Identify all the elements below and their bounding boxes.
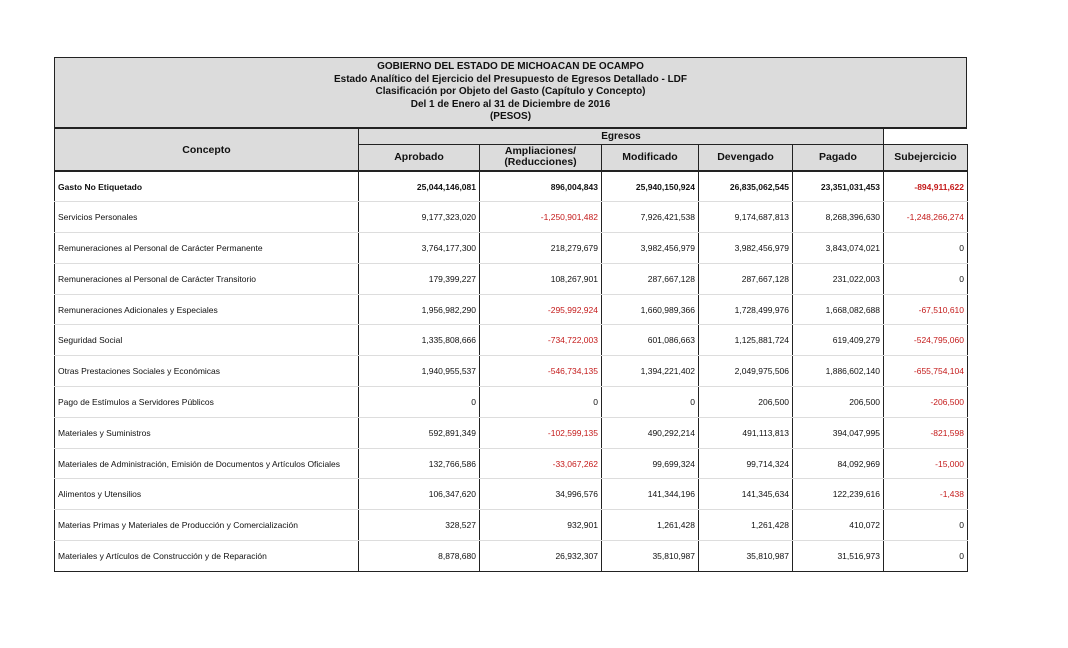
cell-subejercicio: 0 [884, 541, 968, 572]
cell-aprobado: 1,335,808,666 [359, 325, 480, 356]
cell-devengado: 206,500 [699, 387, 793, 418]
cell-subejercicio: -15,000 [884, 448, 968, 479]
cell-ampliaciones: 896,004,843 [480, 171, 602, 202]
cell-concepto: Seguridad Social [55, 325, 359, 356]
cell-devengado: 35,810,987 [699, 541, 793, 572]
cell-pagado: 31,516,973 [793, 541, 884, 572]
table-row [55, 202, 968, 233]
cell-devengado: 26,835,062,545 [699, 171, 793, 202]
table-row [55, 263, 968, 294]
cell-aprobado: 3,764,177,300 [359, 233, 480, 264]
cell-aprobado: 132,766,586 [359, 448, 480, 479]
cell-concepto: Remuneraciones Adicionales y Especiales [55, 294, 359, 325]
cell-pagado: 3,843,074,021 [793, 233, 884, 264]
cell-modificado: 287,667,128 [602, 263, 699, 294]
cell-pagado: 84,092,969 [793, 448, 884, 479]
table-body [55, 171, 968, 571]
cell-concepto: Materias Primas y Materiales de Producción y Comercialización [55, 510, 359, 541]
cell-pagado: 394,047,995 [793, 417, 884, 448]
cell-modificado: 1,394,221,402 [602, 356, 699, 387]
column-header-pagado: Pagado [793, 144, 884, 171]
cell-ampliaciones: 0 [480, 387, 602, 418]
cell-modificado: 141,344,196 [602, 479, 699, 510]
table-row [55, 356, 968, 387]
cell-devengado: 1,125,881,724 [699, 325, 793, 356]
cell-concepto: Servicios Personales [55, 202, 359, 233]
cell-concepto: Alimentos y Utensilios [55, 479, 359, 510]
cell-ampliaciones: 218,279,679 [480, 233, 602, 264]
table-row [55, 294, 968, 325]
table-row [55, 541, 968, 572]
cell-ampliaciones: 108,267,901 [480, 263, 602, 294]
table-row [55, 448, 968, 479]
cell-aprobado: 25,044,146,081 [359, 171, 480, 202]
cell-subejercicio: -67,510,610 [884, 294, 968, 325]
cell-modificado: 601,086,663 [602, 325, 699, 356]
cell-subejercicio: -821,598 [884, 417, 968, 448]
cell-ampliaciones: -546,734,135 [480, 356, 602, 387]
cell-modificado: 490,292,214 [602, 417, 699, 448]
cell-ampliaciones: -33,067,262 [480, 448, 602, 479]
cell-modificado: 99,699,324 [602, 448, 699, 479]
column-header-subejercicio: Subejercicio [884, 144, 968, 171]
cell-subejercicio: -206,500 [884, 387, 968, 418]
table-row [55, 510, 968, 541]
cell-modificado: 0 [602, 387, 699, 418]
column-header-ampliaciones-line1: Ampliaciones/ [504, 145, 577, 158]
cell-pagado: 410,072 [793, 510, 884, 541]
cell-aprobado: 0 [359, 387, 480, 418]
cell-concepto: Pago de Estímulos a Servidores Públicos [55, 387, 359, 418]
cell-subejercicio: -1,248,266,274 [884, 202, 968, 233]
report-title-period: Del 1 de Enero al 31 de Diciembre de 2016 [410, 98, 611, 110]
table-row [55, 233, 968, 264]
report-header [54, 57, 967, 129]
cell-aprobado: 106,347,620 [359, 479, 480, 510]
column-header-aprobado: Aprobado [359, 144, 480, 171]
cell-pagado: 23,351,031,453 [793, 171, 884, 202]
table-row [55, 479, 968, 510]
report-title-government: GOBIERNO DEL ESTADO DE MICHOACAN DE OCAMPO [377, 61, 644, 72]
cell-subejercicio: -524,795,060 [884, 325, 968, 356]
cell-pagado: 206,500 [793, 387, 884, 418]
column-header-ampliaciones-line2: (Reducciones) [504, 156, 577, 169]
cell-devengado: 9,174,687,813 [699, 202, 793, 233]
cell-pagado: 619,409,279 [793, 325, 884, 356]
cell-pagado: 231,022,003 [793, 263, 884, 294]
cell-concepto: Otras Prestaciones Sociales y Económicas [55, 356, 359, 387]
cell-subejercicio: 0 [884, 233, 968, 264]
cell-subejercicio: 0 [884, 263, 968, 294]
report-title-classification: Clasificación por Objeto del Gasto (Capítulo y Concepto) [375, 86, 646, 98]
cell-modificado: 1,261,428 [602, 510, 699, 541]
cell-aprobado: 8,878,680 [359, 541, 480, 572]
cell-modificado: 25,940,150,924 [602, 171, 699, 202]
cell-devengado: 491,113,813 [699, 417, 793, 448]
cell-concepto: Remuneraciones al Personal de Carácter Transitorio [55, 263, 359, 294]
cell-ampliaciones: -734,722,003 [480, 325, 602, 356]
cell-aprobado: 592,891,349 [359, 417, 480, 448]
column-header-modificado: Modificado [602, 144, 699, 171]
cell-ampliaciones: 932,901 [480, 510, 602, 541]
cell-devengado: 2,049,975,506 [699, 356, 793, 387]
report-title-currency: (PESOS) [489, 111, 532, 123]
column-header-ampliaciones [480, 144, 602, 171]
cell-aprobado: 9,177,323,020 [359, 202, 480, 233]
budget-report [54, 57, 967, 572]
report-title-statement: Estado Analítico del Ejercicio del Presupuesto de Egresos Detallado - LDF [333, 73, 688, 85]
cell-modificado: 3,982,456,979 [602, 233, 699, 264]
cell-aprobado: 1,940,955,537 [359, 356, 480, 387]
cell-devengado: 1,728,499,976 [699, 294, 793, 325]
cell-aprobado: 1,956,982,290 [359, 294, 480, 325]
column-header-concepto: Concepto [55, 129, 359, 171]
cell-concepto: Materiales y Suministros [55, 417, 359, 448]
cell-subejercicio: -655,754,104 [884, 356, 968, 387]
cell-devengado: 141,345,634 [699, 479, 793, 510]
cell-devengado: 3,982,456,979 [699, 233, 793, 264]
column-header-devengado: Devengado [699, 144, 793, 171]
cell-devengado: 287,667,128 [699, 263, 793, 294]
cell-devengado: 1,261,428 [699, 510, 793, 541]
table-row [55, 325, 968, 356]
cell-pagado: 1,886,602,140 [793, 356, 884, 387]
cell-ampliaciones: -102,599,135 [480, 417, 602, 448]
cell-subejercicio: -1,438 [884, 479, 968, 510]
cell-pagado: 8,268,396,630 [793, 202, 884, 233]
table-row [55, 171, 968, 202]
cell-modificado: 1,660,989,366 [602, 294, 699, 325]
cell-modificado: 35,810,987 [602, 541, 699, 572]
cell-pagado: 1,668,082,688 [793, 294, 884, 325]
cell-aprobado: 179,399,227 [359, 263, 480, 294]
cell-devengado: 99,714,324 [699, 448, 793, 479]
cell-concepto: Gasto No Etiquetado [55, 171, 359, 202]
cell-ampliaciones: 34,996,576 [480, 479, 602, 510]
cell-aprobado: 328,527 [359, 510, 480, 541]
cell-ampliaciones: -295,992,924 [480, 294, 602, 325]
cell-concepto: Remuneraciones al Personal de Carácter Permanente [55, 233, 359, 264]
cell-concepto: Materiales de Administración, Emisión de Documentos y Artículos Oficiales [55, 448, 359, 479]
cell-ampliaciones: 26,932,307 [480, 541, 602, 572]
cell-concepto: Materiales y Artículos de Construcción y de Reparación [55, 541, 359, 572]
cell-modificado: 7,926,421,538 [602, 202, 699, 233]
cell-subejercicio: -894,911,622 [884, 171, 968, 202]
column-header-egresos: Egresos [359, 129, 884, 144]
budget-table [54, 129, 968, 572]
table-row [55, 417, 968, 448]
table-row [55, 387, 968, 418]
column-header-spacer [884, 129, 968, 144]
column-header-row-top [55, 129, 968, 144]
cell-ampliaciones: -1,250,901,482 [480, 202, 602, 233]
cell-pagado: 122,239,616 [793, 479, 884, 510]
cell-subejercicio: 0 [884, 510, 968, 541]
